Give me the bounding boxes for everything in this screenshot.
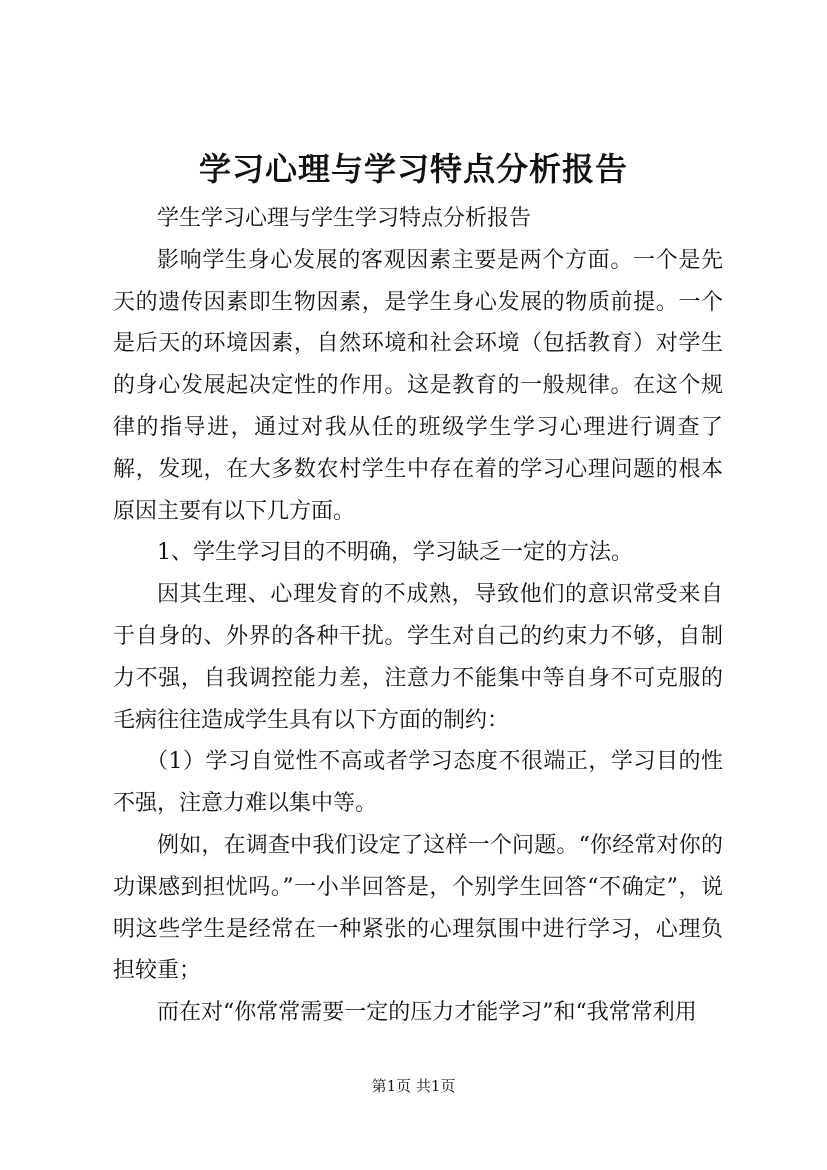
document-body [113,198,723,1034]
paragraph-continuation: 而在对“你常常需要一定的压力才能学习”和“我常常利用 [157,1000,697,1026]
document-title: 学习心理与学习特点分析报告 [198,150,628,188]
paragraph-subpoint-1: （1）学习自觉性不高或者学习态度不很端正，学习目的性不强，注意力难以集中等。 [113,749,723,817]
paragraph-example: 例如，在调查中我们设定了这样一个问题。“你经常对你的功课感到担忧吗。”一小半回答是，个别学生回答“不确定”，说明这些学生是经常在一种紧张的心理氛围中进行学习，心理负担较重； [113,832,723,984]
paragraph-point-1: 1、学生学习目的不明确，学习缺乏一定的方法。 [157,540,633,566]
page-footer: 第1页 共1页 [371,1077,456,1095]
paragraph-intro: 影响学生身心发展的客观因素主要是两个方面。一个是先天的遗传因素即生物因素，是学生身心发展的物质前提。一个是后天的环境因素，自然环境和社会环境（包括教育）对学生的身心发展起决定性的作用。这是教育的一般规律。在这个规律的指导进，通过对我从任的班级学生学习心理进行调查了解，发现，在大多数农村学生中存在着的学习心理问题的根本原因主要有以下几方面。 [113,247,723,524]
paragraph-cause: 因其生理、心理发育的不成熟，导致他们的意识常受来自于自身的、外界的各种干扰。学生对自己的约束力不够，自制力不强，自我调控能力差，注意力不能集中等自身不可克服的毛病往往造成学生具有以下方面的制约： [113,582,723,733]
paragraph-subtitle: 学生学习心理与学生学习特点分析报告 [157,206,532,231]
